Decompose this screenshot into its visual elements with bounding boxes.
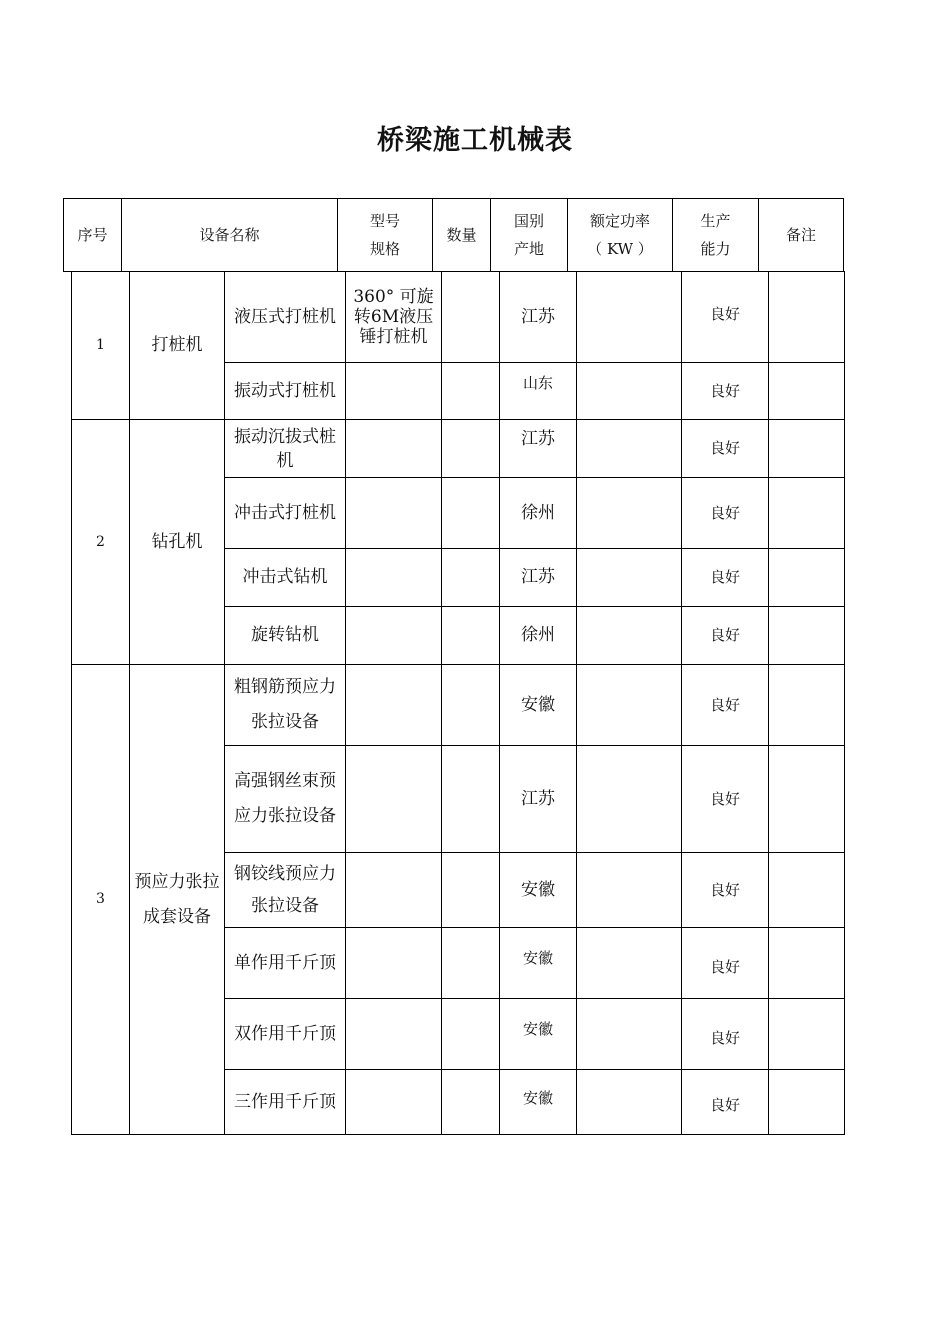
item-qty bbox=[442, 607, 500, 665]
item-capacity: 良好 bbox=[682, 607, 769, 665]
item-capacity: 良好 bbox=[682, 1070, 769, 1135]
item-power bbox=[577, 478, 682, 549]
item-origin: 江苏 bbox=[500, 746, 577, 853]
item-capacity: 良好 bbox=[682, 549, 769, 607]
item-capacity: 良好 bbox=[682, 853, 769, 928]
header-remark: 备注 bbox=[759, 199, 844, 272]
header-qty: 数量 bbox=[433, 199, 491, 272]
item-model: 360° 可旋转6M液压锤打桩机 bbox=[346, 272, 442, 363]
item-power bbox=[577, 420, 682, 478]
item-origin: 徐州 bbox=[500, 478, 577, 549]
item-model bbox=[346, 665, 442, 746]
table-row bbox=[72, 272, 845, 363]
table-row bbox=[72, 665, 845, 746]
item-remark bbox=[769, 607, 845, 665]
item-name: 冲击式钻机 bbox=[225, 549, 346, 607]
item-name: 旋转钻机 bbox=[225, 607, 346, 665]
item-remark bbox=[769, 665, 845, 746]
item-model bbox=[346, 420, 442, 478]
item-origin: 安徽 bbox=[500, 999, 577, 1070]
item-capacity: 良好 bbox=[682, 272, 769, 363]
item-power bbox=[577, 363, 682, 420]
item-power bbox=[577, 607, 682, 665]
item-remark bbox=[769, 363, 845, 420]
group-category: 打桩机 bbox=[130, 272, 225, 420]
item-qty bbox=[442, 478, 500, 549]
item-capacity: 良好 bbox=[682, 420, 769, 478]
header-seq: 序号 bbox=[64, 199, 122, 272]
item-qty bbox=[442, 1070, 500, 1135]
item-remark bbox=[769, 1070, 845, 1135]
item-origin: 安徽 bbox=[500, 665, 577, 746]
item-name: 钢铰线预应力张拉设备 bbox=[225, 853, 346, 928]
item-origin: 山东 bbox=[500, 363, 577, 420]
header-name: 设备名称 bbox=[122, 199, 338, 272]
item-remark bbox=[769, 272, 845, 363]
item-model bbox=[346, 363, 442, 420]
item-origin: 江苏 bbox=[500, 420, 577, 478]
group-seq: 1 bbox=[72, 272, 130, 420]
item-name: 三作用千斤顶 bbox=[225, 1070, 346, 1135]
item-qty bbox=[442, 928, 500, 999]
item-origin: 江苏 bbox=[500, 272, 577, 363]
item-capacity: 良好 bbox=[682, 999, 769, 1070]
item-remark bbox=[769, 928, 845, 999]
item-model bbox=[346, 853, 442, 928]
item-model bbox=[346, 549, 442, 607]
group-category: 预应力张拉成套设备 bbox=[130, 665, 225, 1135]
item-qty bbox=[442, 549, 500, 607]
group-seq: 3 bbox=[72, 665, 130, 1135]
item-name: 振动式打桩机 bbox=[225, 363, 346, 420]
item-origin: 安徽 bbox=[500, 853, 577, 928]
header-power: 额定功率 （ KW ） bbox=[568, 199, 673, 272]
equipment-table bbox=[71, 271, 845, 1135]
item-name: 振动沉拔式桩机 bbox=[225, 420, 346, 478]
item-origin: 徐州 bbox=[500, 607, 577, 665]
page-title: 桥梁施工机械表 bbox=[377, 125, 573, 156]
item-qty bbox=[442, 853, 500, 928]
item-name: 高强钢丝束预应力张拉设备 bbox=[225, 746, 346, 853]
table-header bbox=[63, 198, 844, 272]
item-model bbox=[346, 607, 442, 665]
item-remark bbox=[769, 853, 845, 928]
item-power bbox=[577, 928, 682, 999]
item-model bbox=[346, 746, 442, 853]
item-remark bbox=[769, 420, 845, 478]
item-model bbox=[346, 999, 442, 1070]
item-qty bbox=[442, 999, 500, 1070]
item-model bbox=[346, 1070, 442, 1135]
item-name: 单作用千斤顶 bbox=[225, 928, 346, 999]
item-capacity: 良好 bbox=[682, 665, 769, 746]
item-capacity: 良好 bbox=[682, 928, 769, 999]
item-origin: 江苏 bbox=[500, 549, 577, 607]
item-origin: 安徽 bbox=[500, 1070, 577, 1135]
item-remark bbox=[769, 549, 845, 607]
item-power bbox=[577, 999, 682, 1070]
item-model bbox=[346, 478, 442, 549]
item-power bbox=[577, 853, 682, 928]
item-qty bbox=[442, 420, 500, 478]
group-category: 钻孔机 bbox=[130, 420, 225, 665]
item-remark bbox=[769, 478, 845, 549]
item-capacity: 良好 bbox=[682, 478, 769, 549]
item-power bbox=[577, 746, 682, 853]
item-capacity: 良好 bbox=[682, 746, 769, 853]
header-origin: 国别 产地 bbox=[491, 199, 568, 272]
item-origin: 安徽 bbox=[500, 928, 577, 999]
table-row bbox=[72, 420, 845, 478]
item-remark bbox=[769, 746, 845, 853]
item-name: 液压式打桩机 bbox=[225, 272, 346, 363]
item-qty bbox=[442, 665, 500, 746]
item-qty bbox=[442, 363, 500, 420]
item-remark bbox=[769, 999, 845, 1070]
item-model bbox=[346, 928, 442, 999]
item-power bbox=[577, 272, 682, 363]
item-name: 双作用千斤顶 bbox=[225, 999, 346, 1070]
header-model: 型号 规格 bbox=[338, 199, 433, 272]
header-capacity: 生产 能力 bbox=[673, 199, 759, 272]
item-name: 冲击式打桩机 bbox=[225, 478, 346, 549]
group-seq: 2 bbox=[72, 420, 130, 665]
item-qty bbox=[442, 746, 500, 853]
item-qty bbox=[442, 272, 500, 363]
item-power bbox=[577, 549, 682, 607]
item-capacity: 良好 bbox=[682, 363, 769, 420]
item-power bbox=[577, 665, 682, 746]
item-power bbox=[577, 1070, 682, 1135]
item-name: 粗钢筋预应力张拉设备 bbox=[225, 665, 346, 746]
